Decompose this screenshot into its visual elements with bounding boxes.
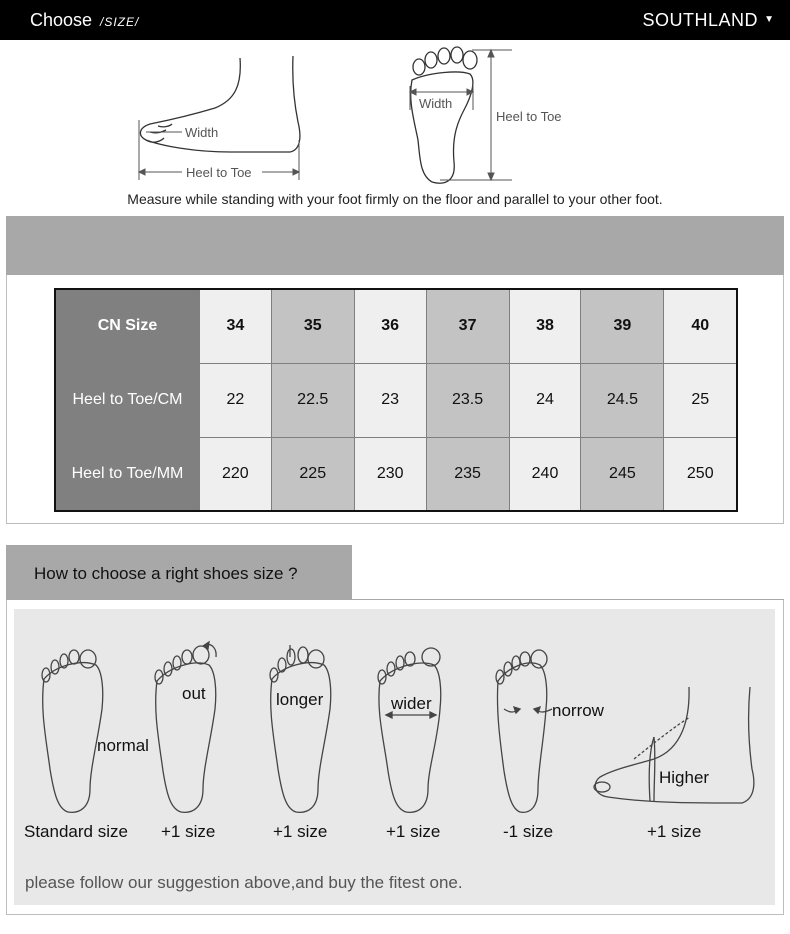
table-cell: 36 (354, 289, 426, 363)
size-chart-table (54, 288, 738, 512)
side-heel-label: Heel to Toe (186, 165, 252, 180)
foot-measure-diagram (0, 40, 790, 190)
table-cell: 235 (426, 437, 509, 511)
table-cell: 245 (581, 437, 664, 511)
header-subtitle: /SIZE/ (100, 15, 140, 29)
side-width-label: Width (185, 125, 219, 140)
tag-higher: Higher (659, 768, 710, 787)
header-bar (0, 0, 790, 40)
tag-out: out (182, 684, 206, 703)
size-label-wider: +1 size (386, 822, 441, 841)
table-cell: 37 (426, 289, 509, 363)
row-header-cn-size: CN Size (55, 289, 200, 363)
table-cell: 35 (271, 289, 354, 363)
size-label-higher: +1 size (647, 822, 702, 841)
table-cell: 39 (581, 289, 664, 363)
foot-longer-illustration (270, 645, 331, 812)
side-foot-illustration (140, 56, 300, 152)
table-cell: 24 (509, 363, 581, 437)
table-cell: 23 (354, 363, 426, 437)
brand-name[interactable]: SOUTHLAND (642, 10, 758, 30)
table-cell: 220 (200, 437, 272, 511)
table-cell: 225 (271, 437, 354, 511)
size-label-standard: Standard size (24, 822, 128, 841)
table-row (55, 437, 737, 511)
size-chart-band (6, 216, 784, 275)
foot-narrow-illustration (496, 650, 552, 812)
measure-instruction: Measure while standing with your foot firmly on the floor and parallel to your other foot. (127, 191, 663, 207)
guide-title: How to choose a right shoes size ? (34, 564, 298, 583)
table-cell: 34 (200, 289, 272, 363)
table-cell: 38 (509, 289, 581, 363)
foot-out-illustration (155, 642, 216, 812)
sole-heel-label: Heel to Toe (496, 109, 562, 124)
table-cell: 22 (200, 363, 272, 437)
table-cell: 22.5 (271, 363, 354, 437)
sole-width-label: Width (419, 96, 453, 111)
sole-foot-illustration (411, 72, 473, 183)
suggestion-text: please follow our suggestion above,and buy the fitest one. (25, 873, 463, 892)
size-label-out: +1 size (161, 822, 216, 841)
table-cell: 240 (509, 437, 581, 511)
table-cell: 25 (664, 363, 737, 437)
table-cell: 24.5 (581, 363, 664, 437)
size-label-narrow: -1 size (503, 822, 554, 841)
foot-types-illustration (14, 609, 775, 905)
row-header-heel-cm: Heel to Toe/CM (55, 363, 200, 437)
table-cell: 40 (664, 289, 737, 363)
row-header-heel-mm: Heel to Toe/MM (55, 437, 200, 511)
table-row (55, 363, 737, 437)
tag-longer: longer (276, 690, 324, 709)
tag-normal: normal (97, 736, 149, 755)
foot-normal-illustration (42, 650, 103, 812)
foot-wider-illustration (378, 648, 441, 812)
table-cell: 230 (354, 437, 426, 511)
chevron-down-icon[interactable]: ▼ (764, 14, 774, 25)
tag-norrow: norrow (552, 701, 604, 720)
table-cell: 23.5 (426, 363, 509, 437)
table-cell: 250 (664, 437, 737, 511)
tag-wider: wider (391, 694, 432, 713)
table-row (55, 289, 737, 363)
header-title: Choose (30, 10, 93, 30)
size-label-longer: +1 size (273, 822, 328, 841)
